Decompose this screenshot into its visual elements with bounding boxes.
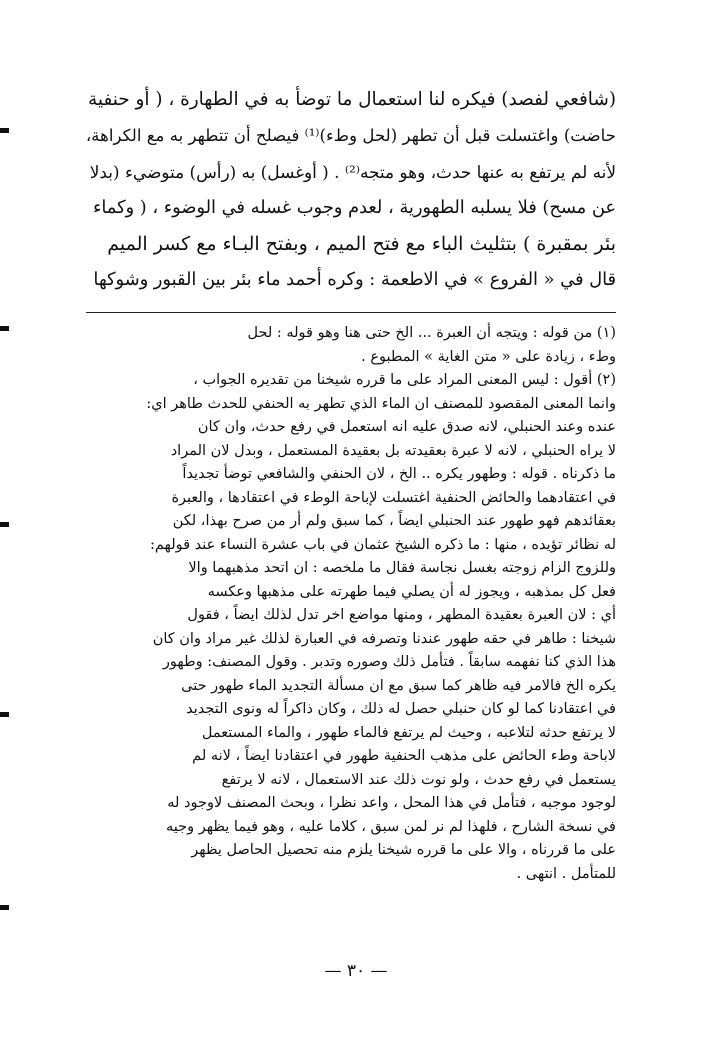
main-text-block xyxy=(86,82,616,298)
footnote-line: لا يرتفع حدثه لتلاعبه ، وحيث لم يرتفع فالماء طهور ، والماء المستعمل xyxy=(201,724,616,741)
footnote-line: له نظائر تؤيده ، منها : ما ذكره الشيخ عثمان في باب عشرة النساء عند قولهم: xyxy=(149,536,616,553)
footnote-line: للمتأمل . انتهى . xyxy=(516,865,616,882)
footnote-line: لاباحة وطء الحائض على مذهب الحنفية طهور في اعتقادنا ايضاً ، لانه لم xyxy=(192,748,616,764)
footnote-line: (١) من قوله : ويتجه أن العبرة ... الخ حتى هنا وهو قوله : لحل xyxy=(247,325,616,341)
footnote-line: شيخنا : طاهر في حقه طهور عندنا وتصرفه في العبارة لذلك غير مراد وان كان xyxy=(152,630,616,647)
page-number: — ٣٠ — xyxy=(324,961,388,981)
main-text-line: قال في « الفروع » في الاطعمة : وكره أحمد ماء بئر بين القبور وشوكها xyxy=(93,269,616,290)
footnote-line: هذا الذي كنا نفهمه سابقاً . فتأمل ذلك وصوره وتدبر . وقول المصنف: وطهور xyxy=(162,654,616,670)
footnote-line: ما ذكرناه . قوله : وطهور يكره .. الخ ، لان الحنفي والشافعي توضأ تجديداً xyxy=(182,466,616,482)
footnote-line: عنده وعند الحنبلي، لانه صدق عليه انه استعمل في رفع حدث، وان كان xyxy=(197,419,616,435)
footnote-line: (٢) أقول : ليس المعنى المراد على ما قرره شيخنا من تقديره الجواب ، xyxy=(193,372,616,388)
footnote-line: أي : لان العبرة بعقيدة المطهر ، ومنها مواضع اخر تدل لذلك ايضاً ، فقول xyxy=(187,607,616,623)
binding-mark xyxy=(0,326,9,331)
footnote-line: لا يراه الحنبلي ، لانه لا عبرة بعقيدته بل بعقيدة المستعمل ، وبدل لان المراد xyxy=(170,442,616,459)
footnote-line: في نسخة الشارح ، فلهذا لم نر لمن سبق ، كلاما عليه ، وهو فيما يظهر وجيه xyxy=(165,818,616,835)
footnote-line: لوجود موجبه ، فتأمل في هذا المحل ، واعد نظرا ، وبحث المصنف لاوجود له xyxy=(167,795,616,811)
binding-mark xyxy=(0,128,9,133)
footnote-line: وللزوج الزام زوجته بغسل نجاسة فقال ما ملخصه : ان اتحد مذهبهما والا xyxy=(188,560,616,576)
binding-mark xyxy=(0,712,9,717)
footnotes-block xyxy=(86,322,616,886)
footnote-line: على ما قررناه ، والا على ما قرره شيخنا يلزم منه تحصيل الحاصل يظهر xyxy=(191,842,616,858)
binding-mark xyxy=(0,522,9,527)
main-text-line: بئر بمقبرة ) بتثليث الباء مع فتح الميم ، وبفتح البـاء مع كسر الميم xyxy=(107,233,616,255)
footnote-line: يكره الخ فالامر فيه ظاهر كما سبق مع ان مسألة التجديد الماء طهور حتى xyxy=(181,677,616,694)
main-text-line: حاضت) واغتسلت قبل أن تطهر (لحل وطء)⁽¹⁾ فيصلح أن تتطهر به مع الكراهة، xyxy=(86,126,616,145)
footnote-line: فعل كل بمذهبه ، ويجوز له أن يصلي فيما طهرته على مذهبها وعكسه xyxy=(207,583,616,600)
footnote-line: بعقائدهم فهو طهور عند الحنبلي ايضاً ، كما سبق ولم أر من صرح بهذا، لكن xyxy=(172,513,616,529)
footnote-line: وانما المعنى المقصود للمصنف ان الماء الذي تطهر به الحنفي للحدث طاهر اي: xyxy=(146,395,616,412)
main-text-line: عن مسح) فلا يسلبه الطهورية ، لعدم وجوب غسله في الوضوء ، ( وكماء xyxy=(93,197,616,218)
footnote-line: في اعتقادهما والحائض الحنفية اغتسلت لإباحة الوطء في اعتقادها ، والعبرة xyxy=(171,489,616,506)
binding-mark xyxy=(0,905,9,910)
footnote-line: في اعتقادنا كما لو كان حنبلي حصل له ذلك ، وكان ذاكراً له ونوى التجديد xyxy=(186,701,616,717)
footnote-line: وطء ، زيادة على « متن الغاية » المطبوع . xyxy=(361,348,616,365)
footnote-divider xyxy=(86,312,616,313)
main-text-line: لأنه لم يرتفع به عنها حدث، وهو متجه⁽²⁾ . ( أوغسل) به (رأس) متوضيء (بدلا xyxy=(89,162,616,182)
footnote-line: يستعمل في رفع حدث ، ولو نوت ذلك عند الاستعمال ، لانه لا يرتفع xyxy=(221,771,616,788)
main-text-line: (شافعي لفصد) فيكره لنا استعمال ما توضأ به في الطهارة ، ( أو حنفية xyxy=(88,89,616,110)
